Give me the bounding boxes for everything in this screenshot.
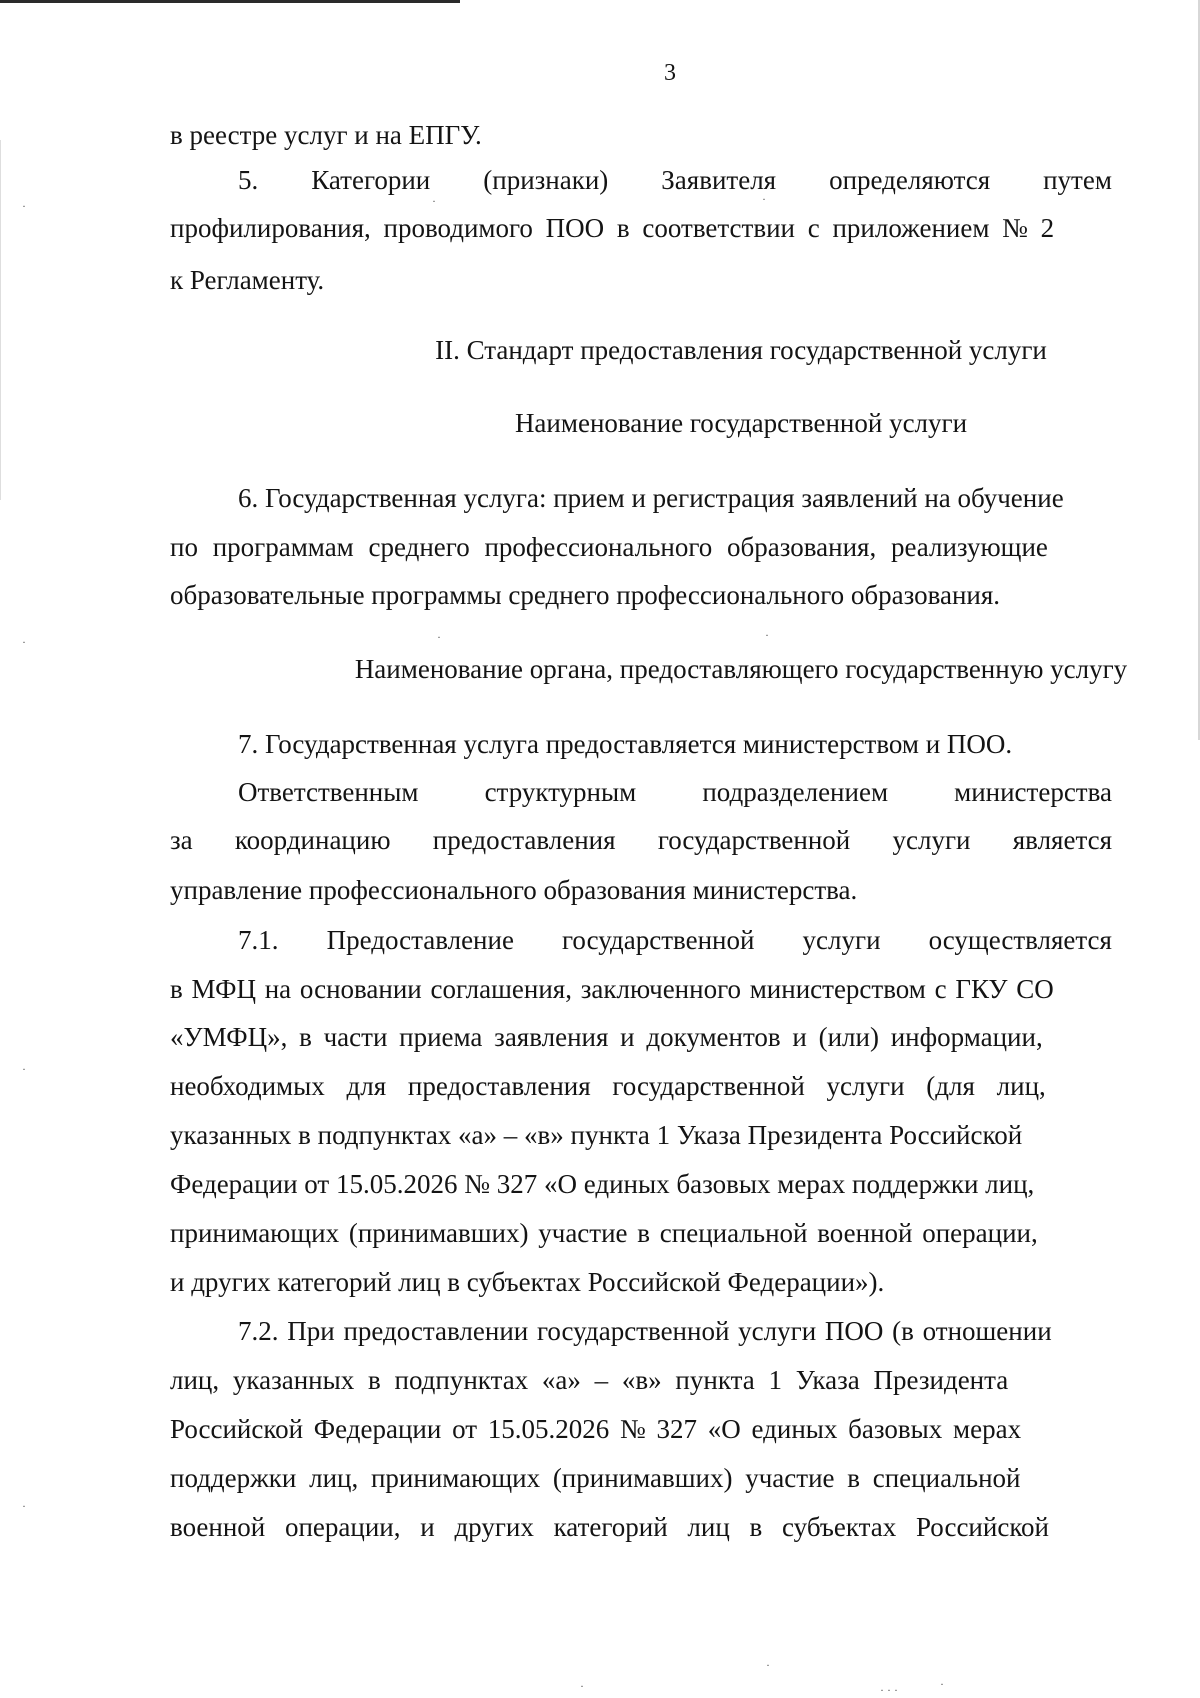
text-line: в реестре услуг и на ЕПГУ. — [170, 120, 482, 150]
scan-speck: · — [432, 194, 436, 208]
subheading-service-name: Наименование государственной услуги — [514, 408, 968, 438]
paragraph-6-line-3: образовательные программы среднего профессионального образования. — [170, 580, 1001, 610]
word: услуги — [892, 825, 971, 855]
paragraph-7-line-1: 7. Государственная услуга предоставляется министерством и ПОО. — [238, 729, 1013, 759]
word: (признаки) — [483, 165, 609, 195]
word: структурным — [484, 777, 637, 807]
paragraph-7-line-3 — [170, 823, 1112, 857]
paragraph-6-line-1: 6. Государственная услуга: прием и регистрация заявлений на обучение — [238, 483, 1064, 513]
word: осуществляется — [928, 925, 1112, 955]
word: 7.1. — [238, 925, 279, 955]
scan-edge-top — [0, 0, 460, 3]
word: государственной — [657, 825, 851, 855]
paragraph-7-2-line-1: 7.2. При предоставлении государственной услуги ПОО (в отношении — [238, 1316, 1052, 1346]
word: Предоставление — [326, 925, 514, 955]
scan-speck: · — [437, 630, 441, 644]
paragraph-7-1-line-6: Федерации от 15.05.2026 № 327 «О единых базовых мерах поддержки лиц, — [170, 1169, 1035, 1199]
scan-speck: · — [22, 1499, 26, 1513]
word: 5. — [238, 165, 259, 195]
word: министерства — [954, 777, 1112, 807]
paragraph-5-line-3: к Регламенту. — [170, 265, 325, 295]
paragraph-7-1-line-7: принимающих (принимавших) участие в специальной военной операции, — [170, 1218, 1038, 1248]
word: определяются — [829, 165, 991, 195]
scan-speck: · — [940, 1677, 944, 1691]
paragraph-7-1-line-4: необходимых для предоставления государственной услуги (для лиц, — [170, 1071, 1046, 1101]
paragraph-7-2-line-5: военной операции, и других категорий лиц в субъектах Российской — [170, 1512, 1050, 1542]
paragraph-7-1-line-1 — [238, 923, 1112, 957]
paragraph-5-line-1 — [238, 163, 1112, 197]
word: Категории — [311, 165, 431, 195]
paragraph-7-1-line-3: «УМФЦ», в части приема заявления и документов и (или) информации, — [170, 1022, 1043, 1052]
scan-speck: · — [22, 635, 26, 649]
word: координацию — [234, 825, 391, 855]
paragraph-7-1-line-2: в МФЦ на основании соглашения, заключенного министерством с ГКУ СО — [170, 974, 1054, 1004]
scan-speck: · · · — [880, 1683, 898, 1697]
paragraph-7-1-line-8: и других категорий лиц в субъектах Российской Федерации»). — [170, 1267, 885, 1297]
word: за — [170, 825, 193, 855]
scan-speck: · — [22, 1062, 26, 1076]
subheading-authority-name: Наименование органа, предоставляющего государственную услугу — [354, 654, 1128, 684]
paragraph-6-line-2: по программам среднего профессионального образования, реализующие — [170, 532, 1048, 562]
word: путем — [1043, 165, 1112, 195]
page-number: 3 — [664, 60, 676, 86]
word: услуги — [802, 925, 881, 955]
scan-speck: · — [766, 1658, 770, 1672]
scan-speck: · — [22, 199, 26, 213]
scan-speck: · — [580, 1679, 584, 1693]
scan-edge-left — [0, 140, 1, 500]
word: предоставления — [432, 825, 616, 855]
paragraph-7-1-line-5: указанных в подпунктах «а» – «в» пункта 1 Указа Президента Российской — [170, 1120, 1023, 1150]
paragraph-5-line-2: профилирования, проводимого ПОО в соответствии с приложением № 2 — [170, 213, 1055, 243]
paragraph-7-2-line-4: поддержки лиц, принимающих (принимавших) участие в специальной — [170, 1463, 1021, 1493]
word: Заявителя — [661, 165, 777, 195]
word: Ответственным — [238, 777, 419, 807]
scan-speck: · — [762, 192, 766, 206]
paragraph-7-2-line-2: лиц, указанных в подпунктах «а» – «в» пункта 1 Указа Президента — [170, 1365, 1009, 1395]
paragraph-7-line-2 — [238, 775, 1112, 809]
section-title: II. Стандарт предоставления государственной услуги — [435, 335, 1047, 365]
word: подразделением — [702, 777, 889, 807]
paragraph-7-line-4: управление профессионального образования министерства. — [170, 875, 858, 905]
scan-speck: · — [765, 628, 769, 642]
paragraph-7-2-line-3: Российской Федерации от 15.05.2026 № 327 «О единых базовых мерах — [170, 1414, 1022, 1444]
word: является — [1012, 825, 1112, 855]
word: государственной — [562, 925, 755, 955]
